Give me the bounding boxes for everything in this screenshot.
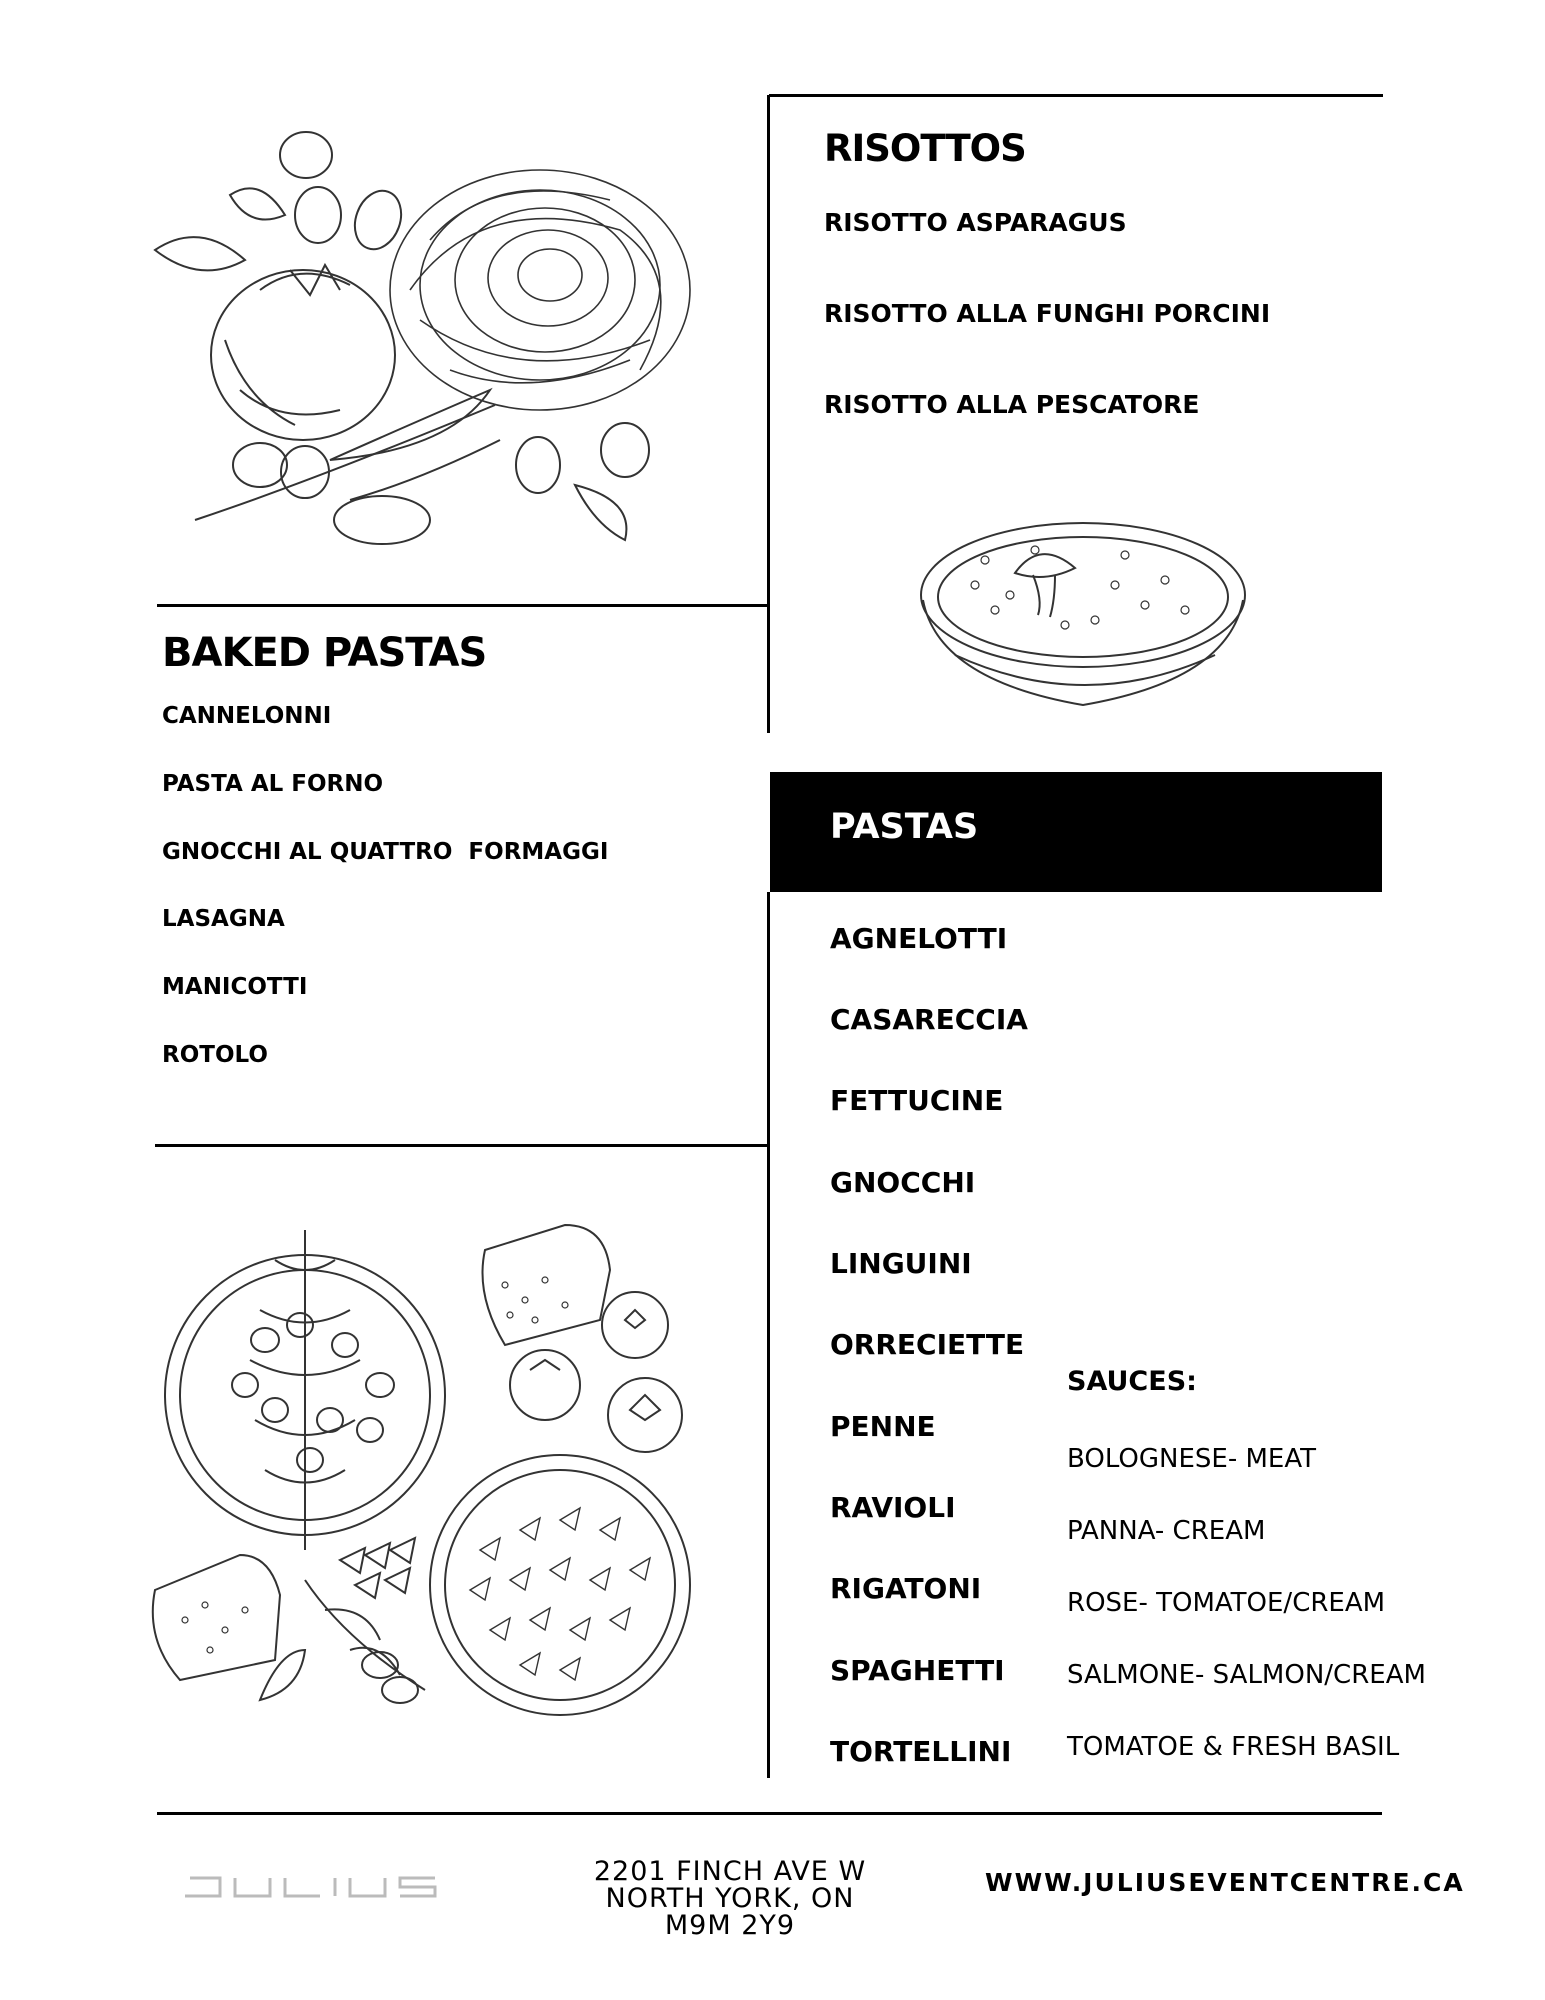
divider-baked-bottom [155, 1144, 769, 1147]
baked-pasta-item: MANICOTTI [162, 974, 308, 1000]
pasta-item: TORTELLINI [830, 1735, 1012, 1768]
sauce-item: SALMONE- SALMON/CREAM [1067, 1660, 1426, 1690]
divider-baked-top [157, 604, 769, 607]
risotto-item: RISOTTO ASPARAGUS [824, 208, 1127, 237]
address-line-1: 2201 FINCH AVE W [593, 1856, 867, 1887]
pasta-item: FETTUCINE [830, 1084, 1004, 1117]
pasta-item: ORRECIETTE [830, 1328, 1025, 1361]
sauce-item: ROSE- TOMATOE/CREAM [1067, 1588, 1386, 1618]
divider-vertical-upper [767, 95, 770, 733]
pasta-item: RIGATONI [830, 1572, 982, 1605]
pasta-item: GNOCCHI [830, 1166, 976, 1199]
risottos-title: RISOTTOS [824, 127, 1026, 170]
pasta-plates-bread-illustration [150, 1210, 720, 1730]
baked-pasta-item: ROTOLO [162, 1042, 268, 1068]
sauce-item: TOMATOE & FRESH BASIL [1067, 1732, 1400, 1762]
baked-pasta-item: PASTA AL FORNO [162, 771, 384, 797]
address-line-3: M9M 2Y9 [664, 1910, 796, 1941]
sauce-item: PANNA- CREAM [1067, 1516, 1266, 1546]
footer-address [560, 1858, 900, 1939]
pasta-item: CASARECCIA [830, 1003, 1028, 1036]
pasta-item: AGNELOTTI [830, 922, 1008, 955]
divider-top-right [769, 94, 1383, 97]
sauces-title: SAUCES: [1067, 1366, 1197, 1397]
tomato-pasta-olives-illustration [150, 120, 720, 550]
risotto-item: RISOTTO ALLA FUNGHI PORCINI [824, 299, 1271, 328]
divider-footer [157, 1812, 1382, 1815]
pasta-item: PENNE [830, 1410, 936, 1443]
risotto-item: RISOTTO ALLA PESCATORE [824, 390, 1200, 419]
baked-pasta-item: LASAGNA [162, 906, 285, 932]
baked-pasta-item: GNOCCHI AL QUATTRO FORMAGGI [162, 839, 609, 865]
pasta-item: RAVIOLI [830, 1491, 956, 1524]
address-line-2: NORTH YORK, ON [605, 1883, 855, 1914]
baked-pasta-item: CANNELONNI [162, 703, 332, 729]
divider-vertical-lower [767, 892, 770, 1778]
pasta-item: LINGUINI [830, 1247, 972, 1280]
risotto-bowl-illustration [915, 515, 1250, 715]
pastas-header-bar [770, 772, 1382, 892]
baked-pastas-title: BAKED PASTAS [162, 630, 487, 676]
pasta-item: SPAGHETTI [830, 1654, 1005, 1687]
footer-website-link[interactable]: WWW.JULIUSEVENTCENTRE.CA [985, 1868, 1465, 1897]
julius-logo [185, 1870, 445, 1910]
pastas-title: PASTAS [830, 807, 979, 847]
sauce-item: BOLOGNESE- MEAT [1067, 1444, 1316, 1474]
